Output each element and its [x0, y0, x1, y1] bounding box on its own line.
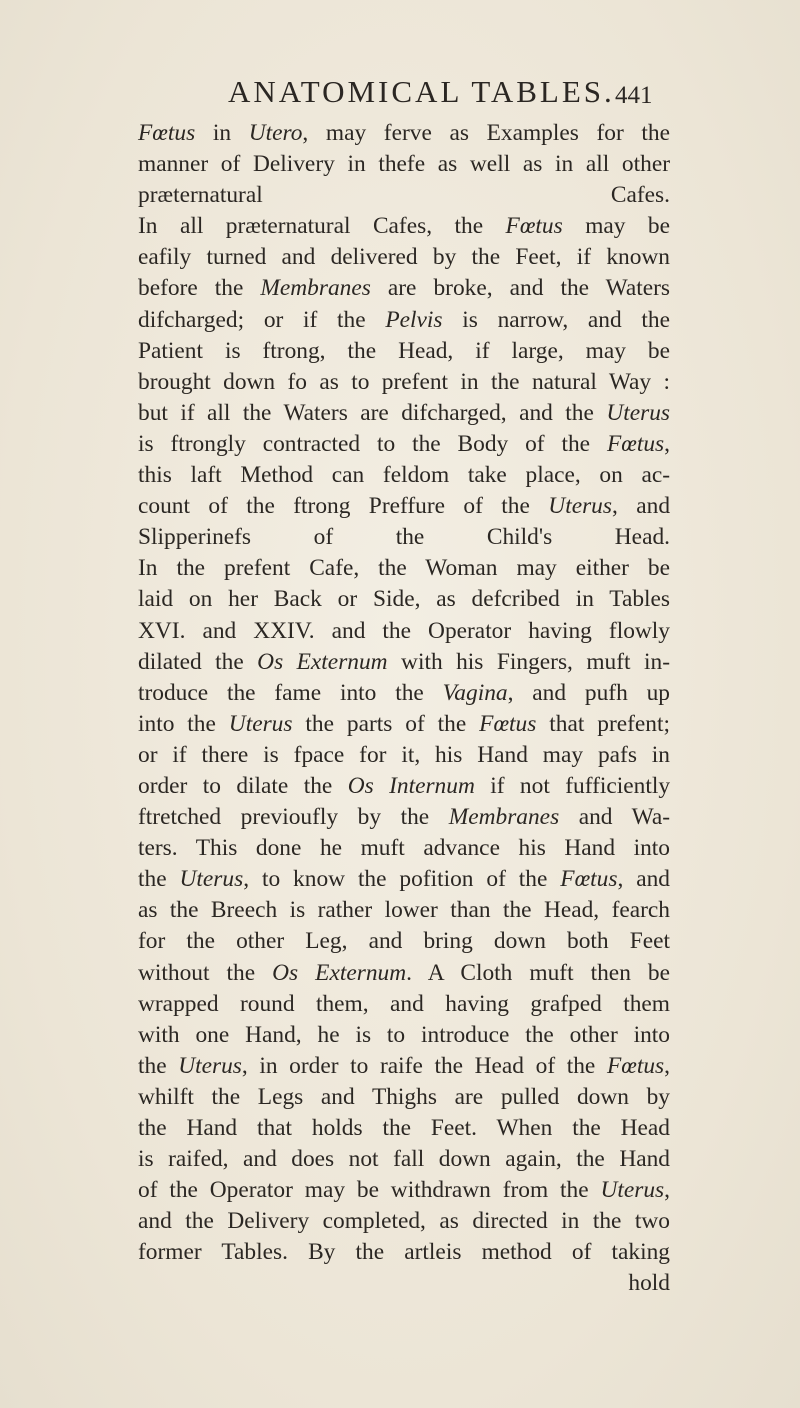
text-run: , and pufh up — [507, 679, 670, 706]
text-run: præternatural Cafes. — [138, 182, 670, 209]
text-line — [138, 273, 670, 304]
italic-term: Os Externum — [257, 648, 388, 675]
text-line — [138, 398, 670, 429]
italic-term: Uterus — [606, 399, 670, 426]
italic-term: Os Internum — [347, 772, 475, 799]
italic-term: Uterus — [179, 866, 244, 893]
page-number: 441 — [615, 82, 653, 109]
text-line — [138, 305, 670, 336]
text-run: , — [664, 1052, 670, 1079]
text-line — [138, 989, 670, 1020]
text-line — [138, 1144, 670, 1175]
text-line — [138, 1206, 670, 1237]
italic-term: Membranes — [260, 275, 371, 302]
text-line — [138, 367, 670, 398]
text-run: , and — [611, 493, 671, 520]
text-run: eafily turned and delivered by the Feet, if known — [138, 244, 670, 271]
text-line — [138, 553, 670, 584]
text-line — [138, 149, 670, 180]
text-run: In the prefent Cafe, the Woman may either be — [138, 555, 670, 582]
text-run: without the — [138, 959, 273, 986]
text-run: the — [138, 1052, 179, 1079]
text-line — [138, 1082, 670, 1113]
text-line — [138, 1113, 670, 1144]
text-run: with his Fingers, muft in- — [387, 648, 670, 675]
text-line — [138, 242, 670, 273]
italic-term: Vagina — [442, 679, 508, 706]
text-line — [138, 522, 670, 553]
text-run: the — [138, 866, 180, 893]
text-line — [138, 336, 670, 367]
italic-term: Uterus — [228, 710, 293, 737]
text-line — [138, 678, 670, 709]
text-line — [138, 491, 670, 522]
text-line — [138, 802, 670, 833]
italic-term: Uterus — [178, 1052, 242, 1079]
text-run: with one Hand, he is to introduce the other into — [138, 1021, 670, 1048]
italic-term: Uterus — [548, 493, 612, 520]
text-run: is ftrongly contracted to the Body of the — [138, 430, 607, 457]
text-line — [138, 584, 670, 615]
text-run: as the Breech is rather lower than the Head, fearch — [138, 897, 670, 924]
text-run: In all præternatural Cafes, the — [138, 213, 506, 240]
running-title: ANATOMICAL TABLES. — [228, 74, 615, 109]
text-run: , — [664, 1177, 670, 1204]
text-line — [138, 926, 670, 957]
text-run: laid on her Back or Side, as defcribed in Tables — [138, 586, 670, 613]
italic-term: Fœtus — [560, 866, 618, 893]
text-run: hold — [628, 1270, 670, 1297]
text-run: this laft Method can feldom take place, on ac- — [138, 462, 670, 489]
text-run: into the — [138, 710, 229, 737]
text-run: XVI. and XXIV. and the Operator having flowly — [138, 617, 670, 644]
text-run: that prefent; — [536, 710, 670, 737]
text-line — [138, 895, 670, 926]
italic-term: Fœtus — [606, 430, 665, 457]
text-line — [138, 1237, 670, 1268]
text-run: the Hand that holds the Feet. When the Head — [138, 1115, 670, 1141]
text-run: may be — [562, 213, 671, 240]
text-line — [138, 118, 670, 149]
text-line — [138, 1020, 670, 1051]
text-run: of the Operator may be withdrawn from the — [138, 1177, 601, 1204]
text-run: is raifed, and does not fall down again, the Hand — [138, 1146, 670, 1173]
text-run: ftretched previoufly by the — [138, 804, 449, 831]
text-run: wrapped round them, and having grafped them — [138, 990, 670, 1017]
text-run: , may ferve as Examples for the — [302, 120, 670, 146]
italic-term: Fœtus — [505, 213, 563, 240]
text-line — [138, 647, 670, 678]
italic-term: Fœtus — [138, 120, 196, 146]
text-run: the parts of the — [292, 710, 480, 737]
italic-term: Utero — [248, 120, 303, 146]
text-run: for the other Leg, and bring down both Feet — [138, 928, 670, 955]
text-line — [138, 211, 670, 242]
text-run: whilft the Legs and Thighs are pulled down by — [138, 1083, 670, 1110]
text-line — [138, 833, 670, 864]
italic-term: Pelvis — [385, 306, 443, 333]
text-run: before the — [138, 275, 261, 302]
text-run: in — [195, 120, 249, 146]
text-run: or if there is fpace for it, his Hand may pafs in — [138, 741, 670, 768]
text-run: order to dilate the — [138, 772, 348, 799]
text-run: dilated the — [138, 648, 258, 675]
page-header — [0, 72, 800, 112]
text-run: manner of Delivery in thefe as well as in all other — [138, 151, 670, 178]
text-run: if not fufficiently — [474, 772, 671, 799]
text-run: and the Delivery completed, as directed in the two — [138, 1208, 670, 1235]
italic-term: Membranes — [448, 804, 560, 831]
text-line — [138, 180, 670, 211]
text-line — [138, 429, 670, 460]
text-run: Slipperinefs of the Child's Head. — [138, 524, 670, 551]
text-run: ters. This done he muft advance his Hand into — [138, 835, 670, 862]
text-line — [138, 460, 670, 491]
text-line — [138, 616, 670, 647]
text-line — [138, 709, 670, 740]
italic-term: Fœtus — [479, 710, 537, 737]
text-run: is narrow, and the — [442, 306, 670, 333]
text-line — [138, 958, 670, 989]
body-text — [138, 118, 670, 1300]
italic-term: Fœtus — [606, 1052, 665, 1079]
text-run: , to know the pofition of the — [243, 866, 561, 893]
text-run: but if all the Waters are difcharged, and the — [138, 399, 607, 426]
text-run: , and — [617, 866, 670, 893]
text-line — [138, 864, 670, 895]
text-run: , — [664, 430, 670, 457]
text-run: former Tables. By the artleis method of taking — [138, 1239, 670, 1266]
italic-term: Os Externum — [272, 959, 407, 986]
text-run: Patient is ftrong, the Head, if large, may be — [138, 337, 670, 364]
text-run: are broke, and the Waters — [370, 275, 670, 302]
text-line — [138, 1268, 670, 1299]
text-line — [138, 771, 670, 802]
text-line — [138, 1175, 670, 1206]
text-run: troduce the fame into the — [138, 679, 443, 706]
text-run: count of the ftrong Preffure of the — [138, 493, 549, 520]
text-run: , in order to raife the Head of the — [241, 1052, 607, 1079]
text-line — [138, 1051, 670, 1082]
text-run: . A Cloth muft then be — [406, 959, 671, 986]
text-run: brought down fo as to prefent in the natural Way : — [138, 368, 670, 395]
text-line — [138, 740, 670, 771]
text-run: and Wa- — [559, 804, 671, 831]
text-run: difcharged; or if the — [138, 306, 386, 333]
italic-term: Uterus — [600, 1177, 665, 1204]
